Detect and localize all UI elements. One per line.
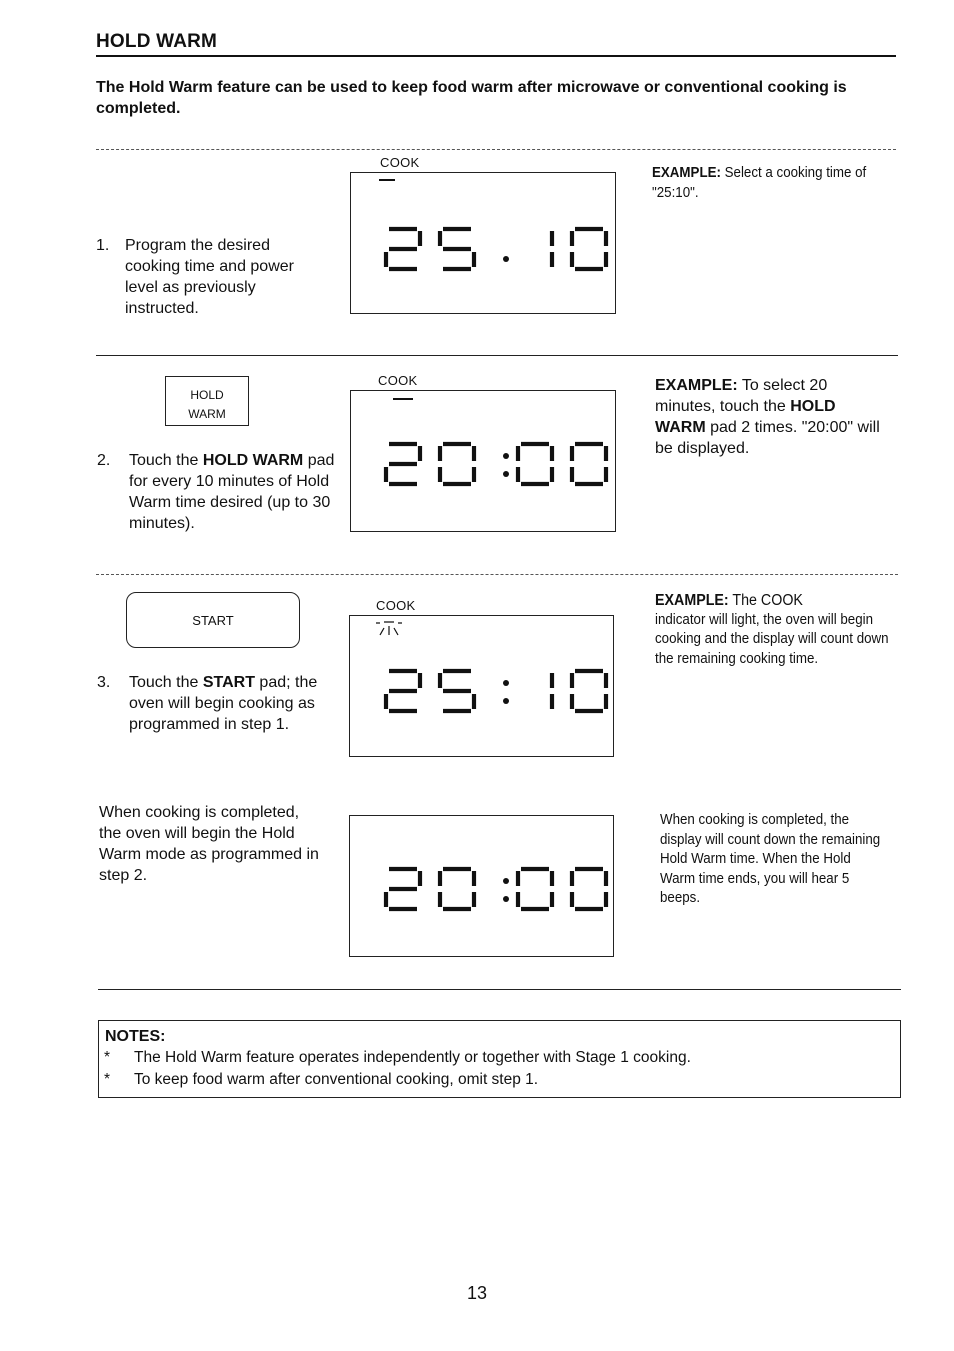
separator-dot: [503, 453, 509, 459]
divider-1: [96, 355, 898, 356]
display-3: [349, 615, 614, 757]
example-2-key: HOLD WARM: [655, 398, 836, 436]
example-1-label: EXAMPLE:: [652, 165, 721, 181]
example-3: [655, 591, 898, 669]
example-3-label: EXAMPLE:: [655, 592, 729, 609]
separator-dot: [503, 896, 509, 902]
step-1-number: 1.: [96, 237, 110, 254]
divider-top: [96, 149, 896, 150]
step-3: [97, 672, 337, 735]
digit-0: [572, 229, 606, 269]
digit-2: [386, 444, 420, 484]
cook-label-2: COOK: [378, 373, 418, 388]
cook-indicator-flashing-icon: [374, 620, 404, 636]
display-1-digits: [386, 229, 586, 273]
example-2-label: EXAMPLE:: [655, 377, 738, 394]
step-2: [97, 450, 337, 534]
step-1-line: cooking time and power: [125, 258, 294, 275]
digit-5: [440, 229, 474, 269]
digit-5: [440, 671, 474, 711]
digit-0: [518, 869, 552, 909]
note-text: To keep food warm after conventional cooking, omit step 1.: [134, 1071, 539, 1088]
digit-0: [572, 869, 606, 909]
start-pad[interactable]: [126, 592, 300, 648]
digit-0: [518, 444, 552, 484]
display-4: [349, 815, 614, 957]
hold-warm-pad[interactable]: [165, 376, 249, 426]
example-3-text: indicator will light, the oven will begin cooking and the display will count down the remaining cooking time.: [655, 611, 889, 667]
example-1-text: Select a cooking time of "25:10".: [652, 165, 867, 201]
cook-label-3: COOK: [376, 598, 416, 613]
step-3-key: START: [202, 674, 255, 691]
step-1-line: instructed.: [125, 300, 199, 317]
step-3-number: 3.: [97, 674, 111, 691]
digit-0: [440, 869, 474, 909]
digit-2: [386, 229, 420, 269]
after-cooking-text: When cooking is completed, the oven will begin the Hold Warm mode as programmed in step 2.: [99, 804, 319, 884]
digit-0: [572, 671, 606, 711]
example-1: [652, 164, 900, 203]
hold-warm-pad-line: HOLD: [190, 388, 224, 402]
display-1: [350, 172, 616, 314]
start-pad-label: START: [192, 613, 234, 628]
bullet-icon: *: [104, 1049, 111, 1066]
digit-0: [572, 444, 606, 484]
separator-dot: [503, 698, 509, 704]
bullet-icon: *: [104, 1071, 111, 1088]
step-1: [96, 235, 336, 319]
separator-dot: [503, 878, 509, 884]
page-number: 13: [466, 1283, 488, 1303]
step-2-key: HOLD WARM: [202, 452, 304, 469]
example-3-head: The COOK: [728, 592, 803, 609]
digit-2: [386, 869, 420, 909]
intro-text: The Hold Warm feature can be used to keep food warm after microwave or conventional cooking is completed.: [96, 79, 847, 117]
after-cooking-note: When cooking is completed, the display will count down the remaining Hold Warm time. When the Hold Warm time ends, you will hear 5 beeps.: [660, 812, 881, 906]
divider-2: [96, 574, 898, 575]
cook-label-1: COOK: [380, 155, 420, 170]
page-title: HOLD WARM: [96, 31, 218, 52]
note-text: The Hold Warm feature operates independently or together with Stage 1 cooking.: [134, 1049, 691, 1066]
display-3-digits: [386, 671, 586, 715]
step-1-line: Program the desired: [125, 237, 270, 254]
digit-0: [440, 444, 474, 484]
notes-heading: NOTES:: [105, 1028, 166, 1045]
title-rule: [96, 55, 896, 57]
step-2-text: Touch the: [129, 452, 203, 469]
divider-3: [98, 989, 901, 990]
separator-dot: [503, 256, 509, 262]
cook-indicator: [393, 398, 413, 400]
display-2: [350, 390, 616, 532]
step-3-text: pad; the oven will begin cooking as programmed in step 1.: [129, 674, 318, 733]
hold-warm-pad-line: WARM: [188, 407, 226, 421]
display-2-digits: [386, 444, 586, 488]
step-2-text: pad for every 10 minutes of Hold Warm time desired (up to 30 minutes).: [129, 452, 335, 532]
note-item: [104, 1049, 691, 1067]
step-3-text: Touch the: [129, 674, 203, 691]
example-2-text: pad 2 times. "20:00" will be displayed.: [655, 419, 880, 457]
note-item: [104, 1071, 538, 1089]
cook-indicator: [379, 179, 395, 181]
example-2-text: To select 20 minutes, touch the: [655, 377, 828, 415]
separator-dot: [503, 471, 509, 477]
display-4-digits: [386, 869, 586, 913]
example-2: [655, 375, 885, 459]
digit-2: [386, 671, 420, 711]
step-1-line: level as previously: [125, 279, 256, 296]
separator-dot: [503, 680, 509, 686]
step-2-number: 2.: [97, 452, 111, 469]
notes-box: [98, 1020, 901, 1098]
